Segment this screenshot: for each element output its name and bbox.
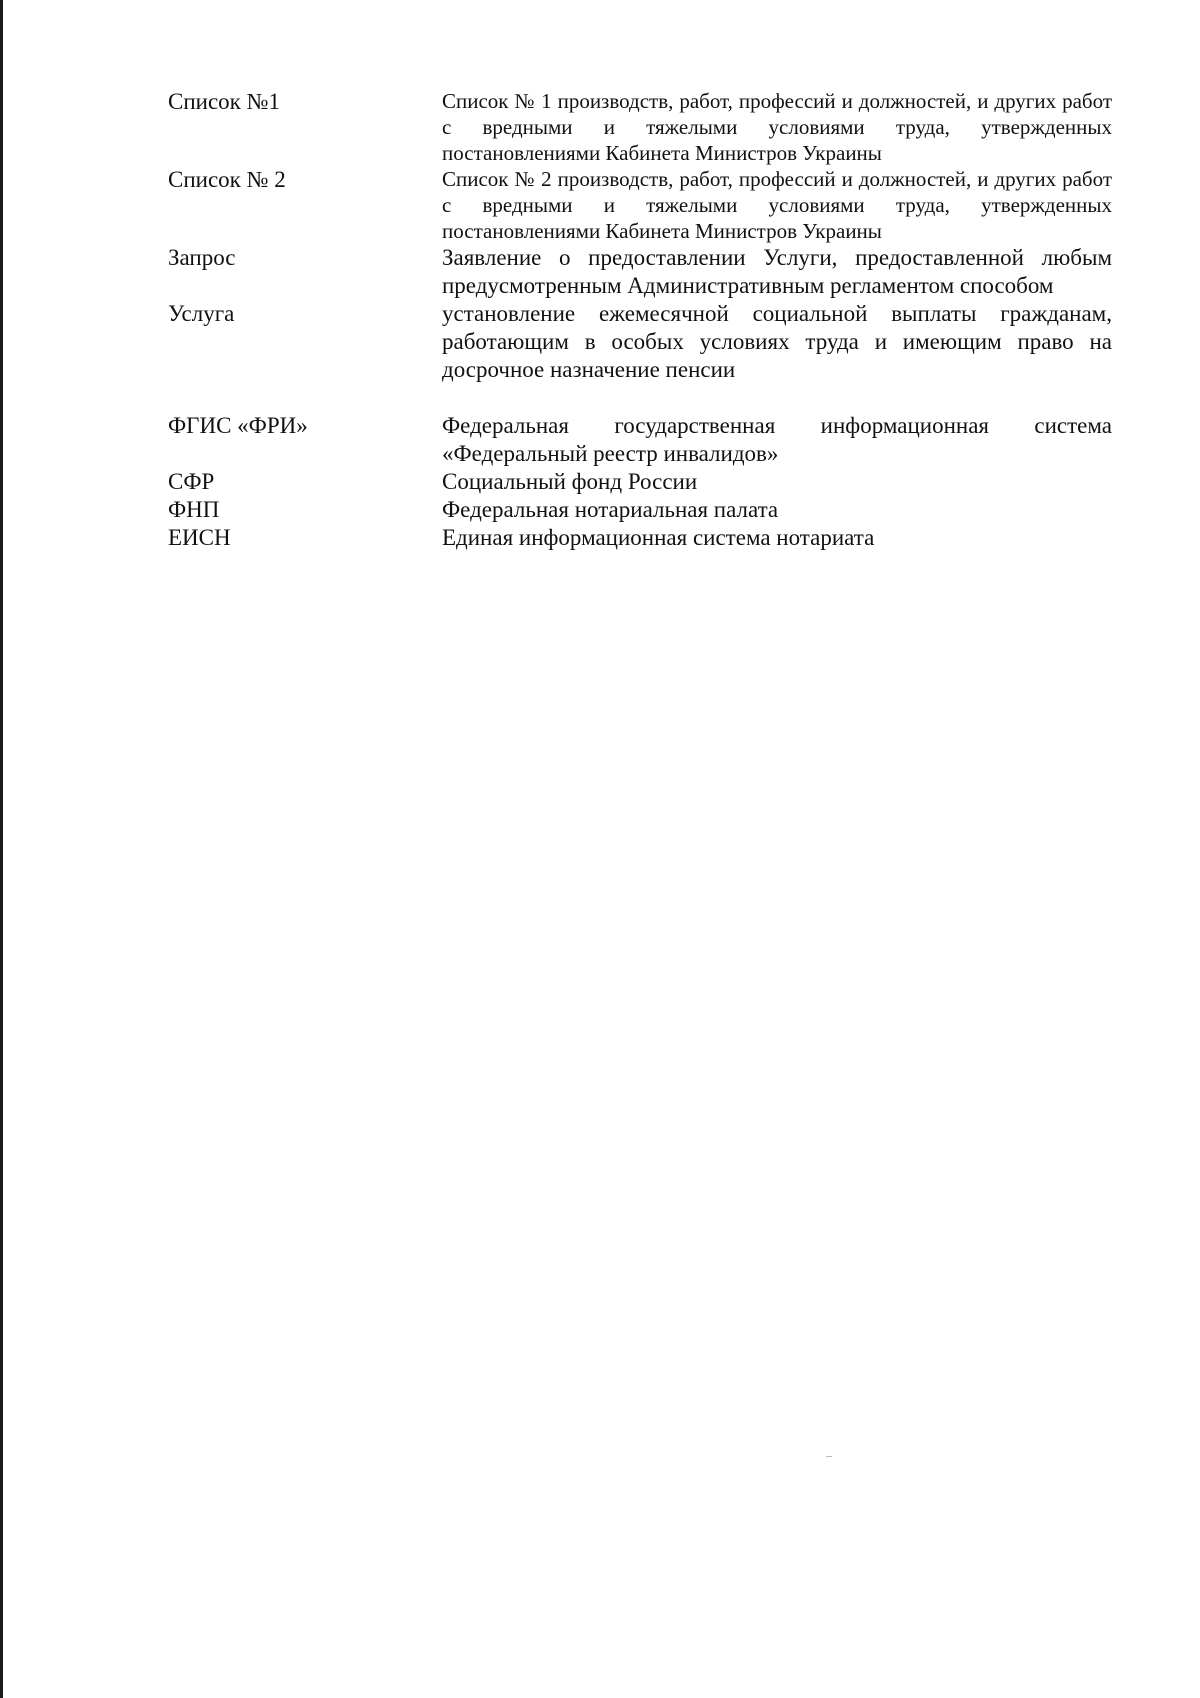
definition-row (168, 88, 1112, 166)
definition-description: Федеральная государственная информационная система «Федеральный реестр инвалидов» (442, 413, 1112, 466)
definition-term: СФР (168, 469, 215, 494)
definition-row (168, 468, 1112, 496)
definition-term: Запрос (168, 245, 236, 270)
scan-edge (0, 0, 3, 1698)
definition-term: Список № 2 (168, 167, 286, 192)
definition-row (168, 244, 1112, 300)
definition-description: Единая информационная система нотариата (442, 525, 875, 550)
definition-description: Социальный фонд России (442, 469, 698, 494)
definition-row (168, 300, 1112, 384)
definition-term: ФНП (168, 497, 220, 522)
scan-speck (826, 1456, 832, 1457)
definition-description: Заявление о предоставлении Услуги, предоставленной любым предусмотренным Административным регламентом способом (442, 245, 1112, 298)
definition-row (168, 166, 1112, 244)
definition-term: ФГИС «ФРИ» (168, 413, 308, 438)
definition-description: установление ежемесячной социальной выплаты гражданам, работающим в особых условиях труда и имеющим право на досрочное назначение пенсии (442, 301, 1112, 382)
definition-description: Список № 2 производств, работ, профессий и должностей, и других работ с вредными и тяжелыми условиями труда, утвержденных постановлениями Кабинета Министров Украины (442, 167, 1112, 243)
definition-description: Федеральная нотариальная палата (442, 497, 779, 522)
definition-row (168, 412, 1112, 468)
definition-term: ЕИСН (168, 525, 231, 550)
definition-row (168, 524, 1112, 552)
definition-description: Список № 1 производств, работ, профессий и должностей, и других работ с вредными и тяжелыми условиями труда, утвержденных постановлениями Кабинета Министров Украины (442, 89, 1112, 165)
definition-term: Список №1 (168, 89, 281, 114)
definitions-list (168, 88, 1112, 552)
definition-term: Услуга (168, 301, 235, 326)
definition-row (168, 496, 1112, 524)
